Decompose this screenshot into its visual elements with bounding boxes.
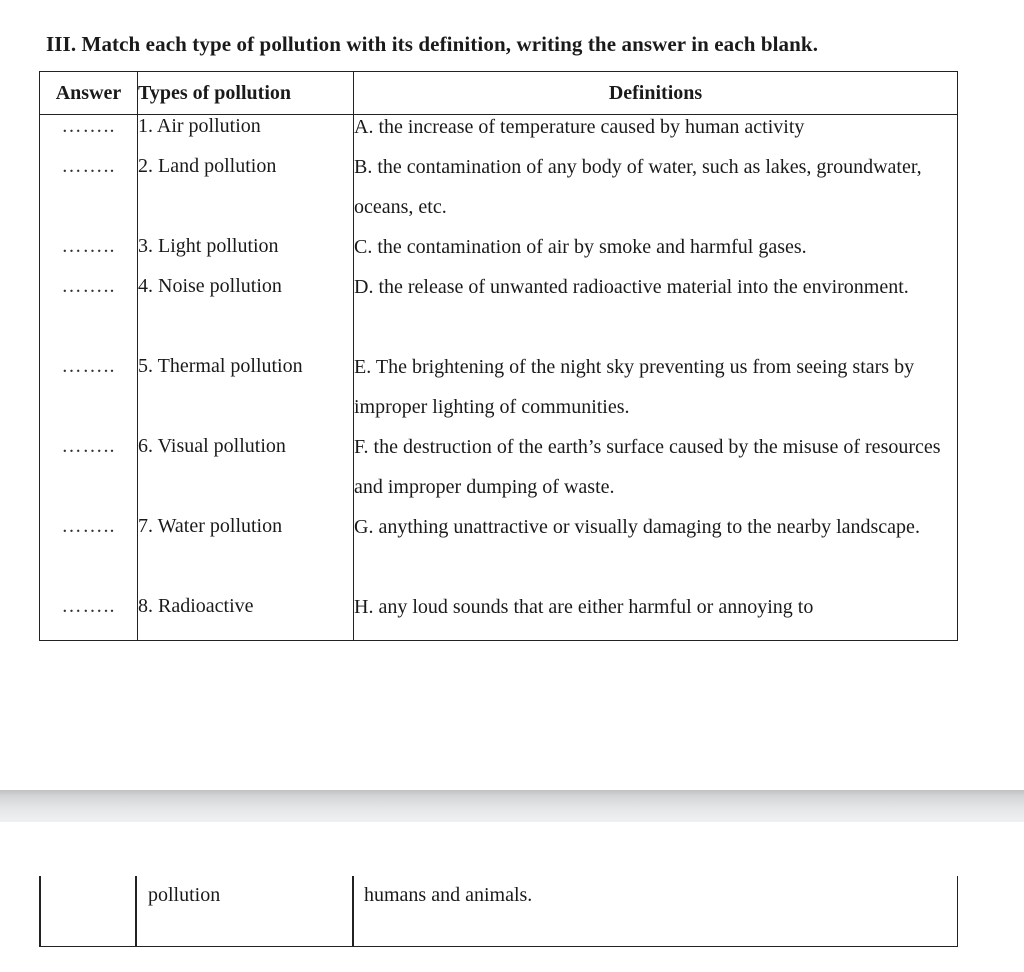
cell-border bbox=[39, 876, 41, 946]
continued-definition-text: humans and animals. bbox=[364, 884, 533, 906]
answer-blank[interactable]: …….. bbox=[40, 155, 138, 235]
header-definitions: Definitions bbox=[354, 72, 958, 115]
definition bbox=[354, 435, 958, 515]
table-row bbox=[40, 435, 958, 515]
answer-blank[interactable]: …….. bbox=[40, 515, 138, 595]
answer-blank[interactable]: …….. bbox=[40, 115, 138, 156]
header-types: Types of pollution bbox=[138, 72, 354, 115]
table-row bbox=[40, 595, 958, 641]
definition-text: E. The brightening of the night sky preventing us from seeing stars by improper lighting of communities. bbox=[354, 356, 915, 418]
definition bbox=[354, 355, 958, 435]
definition bbox=[354, 155, 958, 235]
definition-text: B. the contamination of any body of water, such as lakes, groundwater, oceans, etc. bbox=[354, 156, 922, 218]
pollution-type: 6. Visual pollution bbox=[138, 435, 354, 515]
cell-border bbox=[352, 876, 354, 946]
table-row bbox=[40, 275, 958, 355]
definition-text: A. the increase of temperature caused by human activity bbox=[354, 116, 805, 138]
definition bbox=[354, 275, 958, 355]
table-row bbox=[40, 355, 958, 435]
pollution-type: 7. Water pollution bbox=[138, 515, 354, 595]
exercise-heading: III. Match each type of pollution with its definition, writing the answer in each blank. bbox=[46, 32, 819, 56]
pollution-type: 2. Land pollution bbox=[138, 155, 354, 235]
answer-blank[interactable]: …….. bbox=[40, 235, 138, 275]
definition-text: C. the contamination of air by smoke and harmful gases. bbox=[354, 236, 807, 258]
pollution-type: 1. Air pollution bbox=[138, 115, 354, 156]
answer-blank[interactable]: …….. bbox=[40, 595, 138, 641]
definition bbox=[354, 595, 958, 641]
answer-blank[interactable]: …….. bbox=[40, 435, 138, 515]
matching-table bbox=[39, 71, 958, 641]
pollution-type: 5. Thermal pollution bbox=[138, 355, 354, 435]
definition-text: H. any loud sounds that are either harmful or annoying to bbox=[354, 596, 814, 618]
page-break-divider bbox=[0, 790, 1024, 822]
answer-blank[interactable]: …….. bbox=[40, 275, 138, 355]
definition bbox=[354, 515, 958, 595]
cell-border bbox=[957, 876, 959, 946]
table-row bbox=[40, 155, 958, 235]
definition-text: D. the release of unwanted radioactive material into the environment. bbox=[354, 276, 909, 298]
continued-table-row bbox=[39, 876, 958, 947]
header-answer: Answer bbox=[40, 72, 138, 115]
pollution-type: 4. Noise pollution bbox=[138, 275, 354, 355]
cell-border bbox=[135, 876, 137, 946]
definition-text: G. anything unattractive or visually damaging to the nearby landscape. bbox=[354, 516, 920, 538]
continued-type-text: pollution bbox=[148, 884, 221, 906]
definition-text: F. the destruction of the earth’s surface caused by the misuse of resources and improper dumping of waste. bbox=[354, 436, 941, 498]
pollution-type: 8. Radioactive bbox=[138, 595, 354, 641]
answer-blank[interactable]: …….. bbox=[40, 355, 138, 435]
pollution-type: 3. Light pollution bbox=[138, 235, 354, 275]
table-row bbox=[40, 515, 958, 595]
